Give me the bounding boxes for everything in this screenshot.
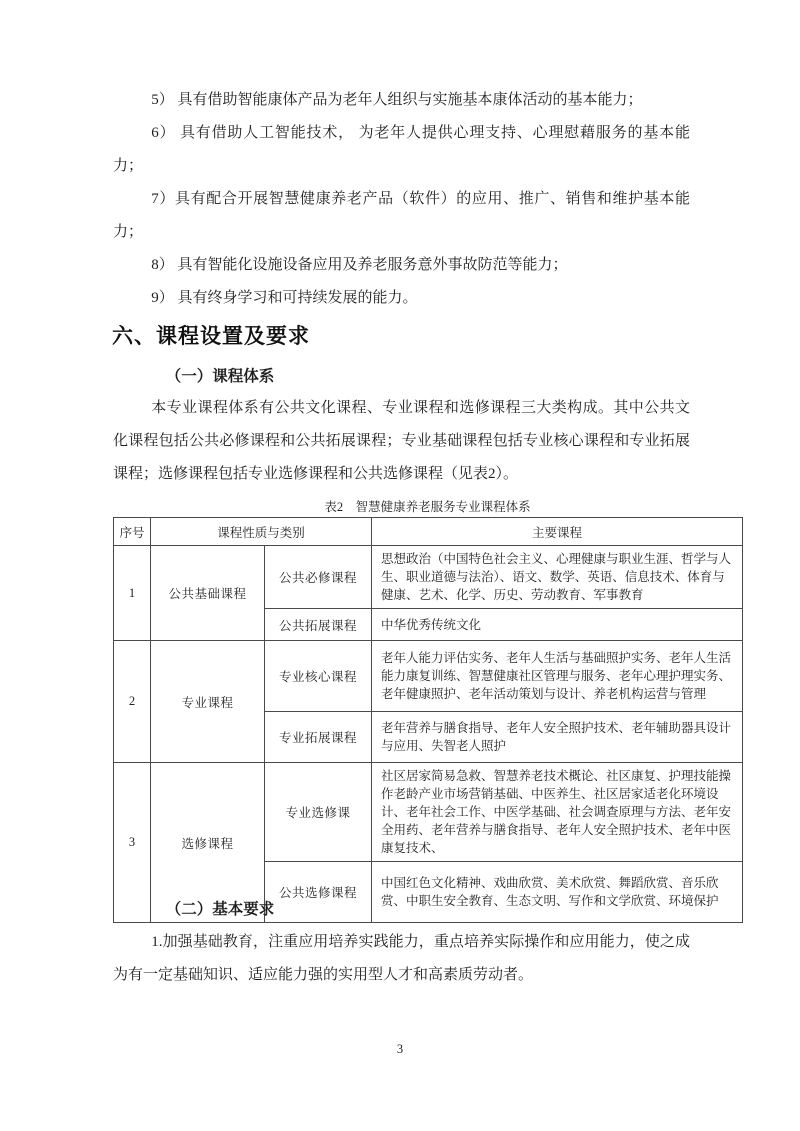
cell-courses: 老年人能力评估实务、老年人生活与基础照护实务、老年人生活能力康复训练、智慧健康社区管理与服务、老年心理护理实务、老年健康照护、老年活动策划与设计、养老机构运营与管理 — [372, 641, 743, 712]
page-number: 3 — [396, 1042, 404, 1056]
cell-course-type: 专业拓展课程 — [265, 712, 372, 763]
ability-item-5: 5） 具有借助智能康体产品为老年人组织与实施基本康体活动的基本能力； — [151, 92, 643, 108]
cell-no-1: 1 — [114, 546, 151, 641]
cell-course-type: 公共必修课程 — [265, 546, 372, 609]
body-paragraph: 1.加强基础教育，注重应用培养实践能力，重点培养实际操作和应用能力，使之成为有一定基础知识、适应能力强的实用型人才和高素质劳动者。 — [113, 934, 690, 983]
table-row — [114, 546, 743, 609]
cell-courses: 中华优秀传统文化 — [372, 609, 743, 641]
cell-courses: 思想政治（中国特色社会主义、心理健康与职业生涯、哲学与人生、职业道德与法治）、语文、数学、英语、信息技术、体育与健康、艺术、化学、历史、劳动教育、军事教育 — [372, 546, 743, 609]
basic-requirements-paragraph — [113, 926, 690, 992]
cell-courses: 社区居家简易急救、智慧养老技术概论、社区康复、护理技能操作老龄产业市场营销基础、中医养生、社区居家适老化环境设计、老年社会工作、中医学基础、社会调查原理与方法、老年安全用药、老年营养与膳食指导、老年人安全照护技术、老年中医康复技术、 — [372, 763, 743, 862]
curriculum-system-paragraph — [113, 392, 690, 491]
table-header-row — [114, 518, 743, 546]
cell-no-3: 3 — [114, 763, 151, 923]
cell-category-elective: 选修课程 — [151, 763, 265, 923]
section-heading: 六、课程设置及要求 — [112, 325, 310, 348]
cell-category-professional: 专业课程 — [151, 641, 265, 763]
table-caption: 表2 智慧健康养老服务专业课程体系 — [324, 500, 531, 514]
cell-no-2: 2 — [114, 641, 151, 763]
header-cell-no: 序号 — [114, 518, 151, 546]
cell-courses: 老年营养与膳食指导、老年人安全照护技术、老年辅助器具设计与应用、失智老人照护 — [372, 712, 743, 763]
subsection-title-curriculum-system: （一）课程体系 — [165, 368, 275, 385]
cell-category-public-basic: 公共基础课程 — [151, 546, 265, 641]
cell-course-type: 公共选修课程 — [265, 862, 372, 923]
ability-item-9: 9） 具有终身学习和可持续发展的能力。 — [151, 290, 418, 306]
header-cell-courses: 主要课程 — [372, 518, 743, 546]
table-row — [114, 763, 743, 862]
cell-courses: 中国红色文化精神、戏曲欣赏、美术欣赏、舞蹈欣赏、音乐欣赏、中职生安全教育、生态文明、写作和文学欣赏、环境保护 — [372, 862, 743, 923]
ability-list — [113, 84, 690, 315]
ability-item-6: 6） 具有借助人工智能技术， 为老年人提供心理支持、心理慰藉服务的基本能力； — [113, 125, 690, 174]
curriculum-table — [113, 517, 743, 923]
body-paragraph: 本专业课程体系有公共文化课程、专业课程和选修课程三大类构成。其中公共文化课程包括公共必修课程和公共拓展课程；专业基础课程包括专业核心课程和专业拓展课程；选修课程包括专业选修课程和公共选修课程（见表2）。 — [113, 400, 690, 482]
table-row — [114, 641, 743, 712]
subsection-title-basic-requirements: （二）基本要求 — [165, 901, 275, 918]
cell-course-type: 公共拓展课程 — [265, 609, 372, 641]
ability-item-7: 7）具有配合开展智慧健康养老产品（软件）的应用、推广、销售和维护基本能力； — [113, 191, 690, 240]
ability-item-8: 8） 具有智能化设施设备应用及养老服务意外事故防范等能力； — [151, 257, 568, 273]
cell-course-type: 专业核心课程 — [265, 641, 372, 712]
cell-course-type: 专业选修课 — [265, 763, 372, 862]
header-cell-category: 课程性质与类别 — [151, 518, 372, 546]
